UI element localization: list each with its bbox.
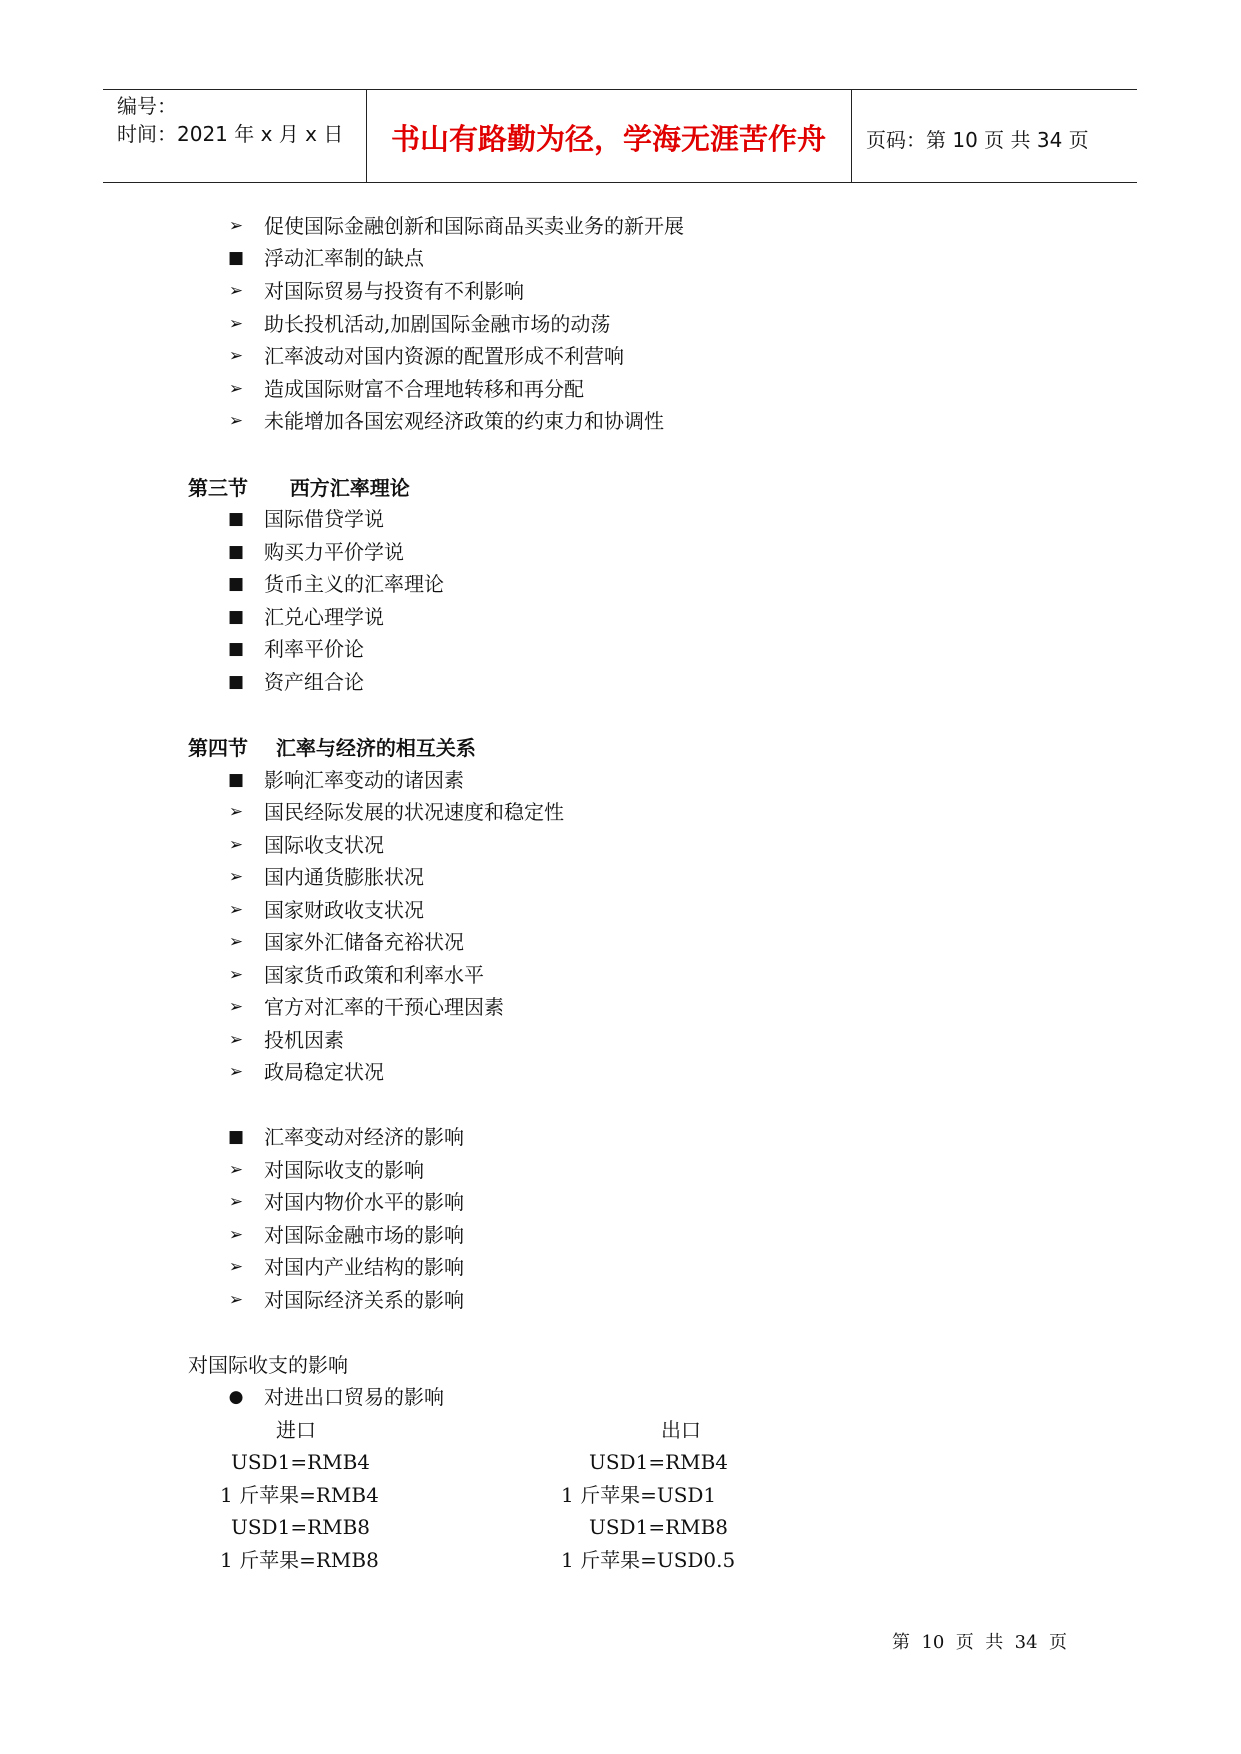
list-bullet: ➢ — [228, 1257, 244, 1277]
list-item: 汇率变动对经济的影响 — [264, 1125, 464, 1149]
document-time-label: 时间：2021 年 x 月 x 日 — [117, 122, 344, 146]
list-bullet: ● — [228, 1387, 244, 1407]
list-item: 汇率波动对国内资源的配置形成不利营响 — [264, 344, 624, 368]
export-price-line: 1 斤苹果=USD1 — [561, 1483, 717, 1507]
list-bullet: ➢ — [228, 216, 244, 236]
list-bullet: ■ — [227, 607, 245, 627]
list-bullet: ■ — [227, 639, 245, 659]
list-item: 对国际收支的影响 — [264, 1158, 424, 1182]
list-item: 国际收支状况 — [264, 833, 384, 857]
list-item: 对进出口贸易的影响 — [264, 1385, 444, 1409]
list-bullet: ➢ — [228, 835, 244, 855]
list-bullet: ➢ — [228, 1030, 244, 1050]
import-label: 进口 — [276, 1418, 316, 1442]
list-bullet: ■ — [227, 542, 245, 562]
header-divider-right — [851, 89, 852, 182]
list-item: 影响汇率变动的诸因素 — [264, 768, 464, 792]
list-item: 浮动汇率制的缺点 — [264, 246, 424, 270]
list-item: 购买力平价学说 — [264, 540, 404, 564]
list-bullet: ■ — [227, 248, 245, 268]
export-rate-line: USD1=RMB8 — [589, 1515, 729, 1539]
list-item: 对国际金融市场的影响 — [264, 1223, 464, 1247]
list-bullet: ➢ — [228, 379, 244, 399]
list-item: 对国内物价水平的影响 — [264, 1190, 464, 1214]
import-rate-line: USD1=RMB8 — [231, 1515, 371, 1539]
list-bullet: ➢ — [228, 1062, 244, 1082]
list-item: 利率平价论 — [264, 637, 364, 661]
list-item: 未能增加各国宏观经济政策的约束力和协调性 — [264, 409, 664, 433]
list-item: 货币主义的汇率理论 — [264, 572, 444, 596]
list-bullet: ➢ — [228, 900, 244, 920]
list-item: 造成国际财富不合理地转移和再分配 — [264, 377, 584, 401]
import-price-line: 1 斤苹果=RMB8 — [220, 1548, 379, 1572]
list-bullet: ➢ — [228, 997, 244, 1017]
list-bullet: ➢ — [228, 965, 244, 985]
list-bullet: ➢ — [228, 867, 244, 887]
section-4-heading: 第四节 汇率与经济的相互关系 — [188, 736, 476, 760]
list-item: 汇兑心理学说 — [264, 605, 384, 629]
list-item: 投机因素 — [264, 1028, 344, 1052]
list-bullet: ➢ — [228, 314, 244, 334]
list-item: 政局稳定状况 — [264, 1060, 384, 1084]
header-bottom-rule — [103, 182, 1137, 183]
list-bullet: ➢ — [228, 1192, 244, 1212]
list-bullet: ➢ — [228, 281, 244, 301]
header-motto: 书山有路勤为径，学海无涯苦作舟 — [390, 122, 826, 156]
export-rate-line: USD1=RMB4 — [589, 1450, 729, 1474]
header-top-rule — [103, 89, 1137, 90]
list-bullet: ➢ — [228, 1290, 244, 1310]
import-price-line: 1 斤苹果=RMB4 — [220, 1483, 379, 1507]
list-bullet: ➢ — [228, 1160, 244, 1180]
list-bullet: ➢ — [228, 802, 244, 822]
list-bullet: ➢ — [228, 1225, 244, 1245]
list-item: 促使国际金融创新和国际商品买卖业务的新开展 — [264, 214, 684, 238]
list-item: 对国际经济关系的影响 — [264, 1288, 464, 1312]
list-item: 国家货币政策和利率水平 — [264, 963, 484, 987]
balance-title: 对国际收支的影响 — [188, 1353, 348, 1377]
page-footer: 第 10 页 共 34 页 — [892, 1632, 1068, 1653]
list-item: 资产组合论 — [264, 670, 364, 694]
list-bullet: ➢ — [228, 932, 244, 952]
document-number-label: 编号： — [117, 94, 177, 118]
list-bullet: ■ — [227, 509, 245, 529]
list-bullet: ■ — [227, 770, 245, 790]
list-item: 国民经际发展的状况速度和稳定性 — [264, 800, 564, 824]
list-item: 国际借贷学说 — [264, 507, 384, 531]
list-bullet: ➢ — [228, 411, 244, 431]
list-item: 官方对汇率的干预心理因素 — [264, 995, 504, 1019]
import-rate-line: USD1=RMB4 — [231, 1450, 371, 1474]
list-bullet: ➢ — [228, 346, 244, 366]
list-item: 对国际贸易与投资有不利影响 — [264, 279, 524, 303]
list-item: 国家财政收支状况 — [264, 898, 424, 922]
export-price-line: 1 斤苹果=USD0.5 — [561, 1548, 736, 1572]
list-item: 对国内产业结构的影响 — [264, 1255, 464, 1279]
export-label: 出口 — [661, 1418, 701, 1442]
list-bullet: ■ — [227, 1127, 245, 1147]
section-3-heading: 第三节 西方汇率理论 — [188, 476, 410, 500]
header-page-info: 页码：第 10 页 共 34 页 — [866, 128, 1089, 152]
list-bullet: ■ — [227, 672, 245, 692]
list-item: 助长投机活动,加剧国际金融市场的动荡 — [264, 312, 611, 336]
list-item: 国家外汇储备充裕状况 — [264, 930, 464, 954]
list-bullet: ■ — [227, 574, 245, 594]
list-item: 国内通货膨胀状况 — [264, 865, 424, 889]
